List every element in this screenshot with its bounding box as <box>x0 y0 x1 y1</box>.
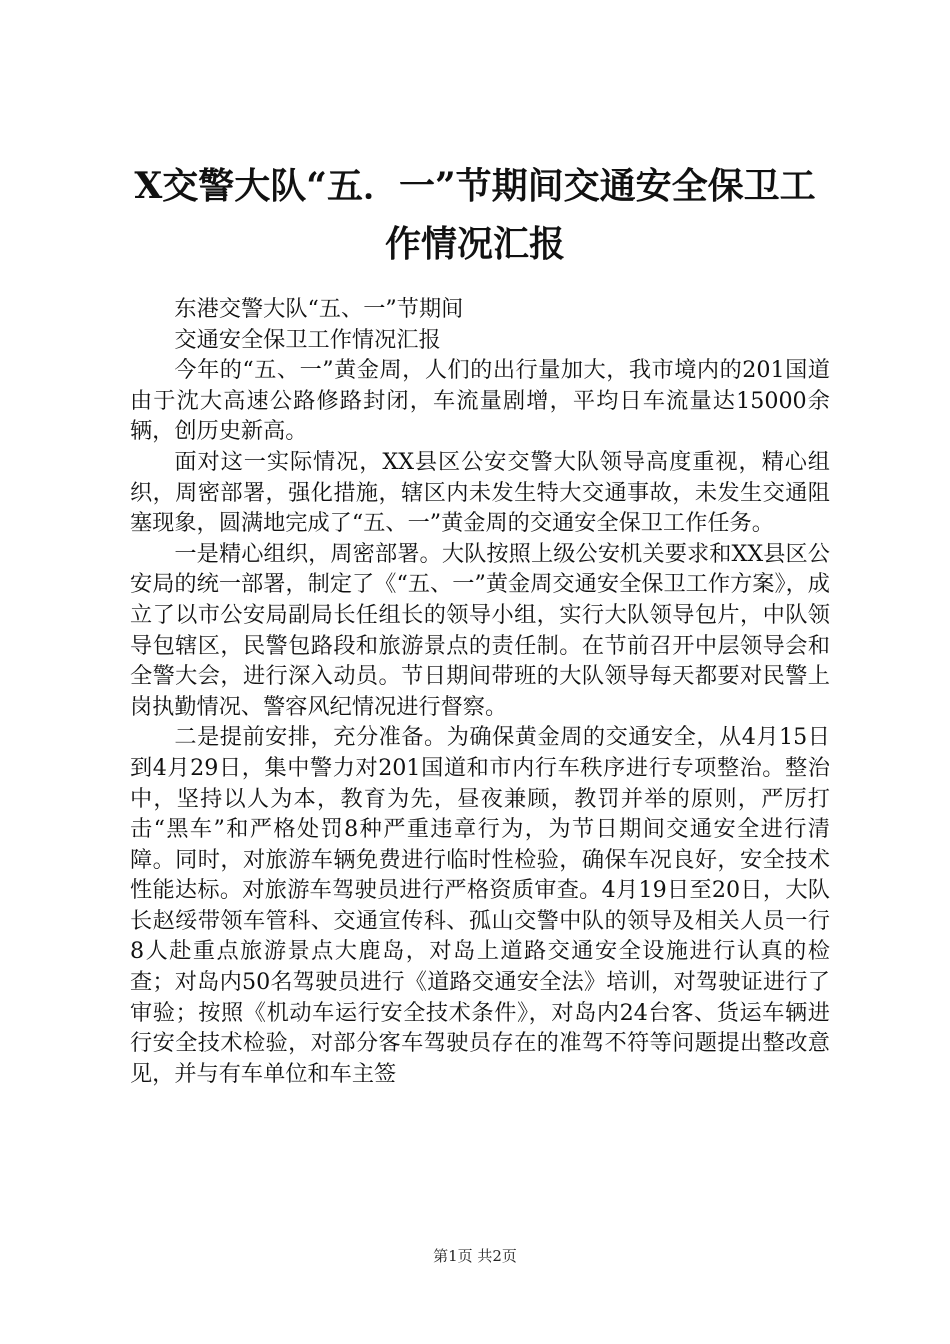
paragraph-intro: 今年的“五、一”黄金周，人们的出行量加大，我市境内的201国道由于沈大高速公路修路封闭，车流量剧增，平均日车流量达15000余辆，创历史新高。 <box>130 357 830 445</box>
paragraph-subtitle-1: 东港交警大队“五、一”节期间 <box>174 296 464 322</box>
document-title-line-2: 作情况汇报 <box>384 223 565 265</box>
document-title-line-1: X交警大队“五．一”节期间交通安全保卫工 <box>134 165 816 207</box>
paragraph-point-two: 二是提前安排，充分准备。为确保黄金周的交通安全，从4月15日到4月29日，集中警力对201国道和市内行车秩序进行专项整治。整治中，坚持以人为本，教育为先，昼夜兼顾，教罚并举的原则，严厉打击“黑车”和严格处罚8种严重违章行为，为节日期间交通安全进行清障。同时，对旅游车辆免费进行临时性检验，确保车况良好，安全技术性能达标。对旅游车驾驶员进行严格资质审查。4月19日至20日，大队长赵绥带领车管科、交通宣传科、孤山交警中队的领导及相关人员一行8人赴重点旅游景点大鹿岛，对岛上道路交通安全设施进行认真的检查；对岛内50名驾驶员进行《道路交通安全法》培训，对驾驶证进行了审验；按照《机动车运行安全技术条件》，对岛内24台客、货运车辆进行安全技术检验，对部分客车驾驶员存在的准驾不符等问题提出整改意见，并与有车单位和车主签 <box>130 724 830 1087</box>
paragraph-point-one: 一是精心组织，周密部署。大队按照上级公安机关要求和XX县区公安局的统一部署，制定了《“五、一”黄金周交通安全保卫工作方案》，成立了以市公安局副局长任组长的领导小组，实行大队领导包片，中队领导包辖区，民警包路段和旅游景点的责任制。在节前召开中层领导会和全警大会，进行深入动员。节日期间带班的大队领导每天都要对民警上岗执勤情况、警容风纪情况进行督察。 <box>130 540 830 720</box>
document-body <box>130 294 830 1089</box>
paragraph-subtitle-2: 交通安全保卫工作情况汇报 <box>174 326 441 353</box>
page-number-footer: 第1页 共2页 <box>433 1247 517 1265</box>
paragraph-summary: 面对这一实际情况，XX县区公安交警大队领导高度重视，精心组织，周密部署，强化措施，辖区内未发生特大交通事故，未发生交通阻塞现象，圆满地完成了“五、一”黄金周的交通安全保卫工作任务。 <box>130 448 830 537</box>
